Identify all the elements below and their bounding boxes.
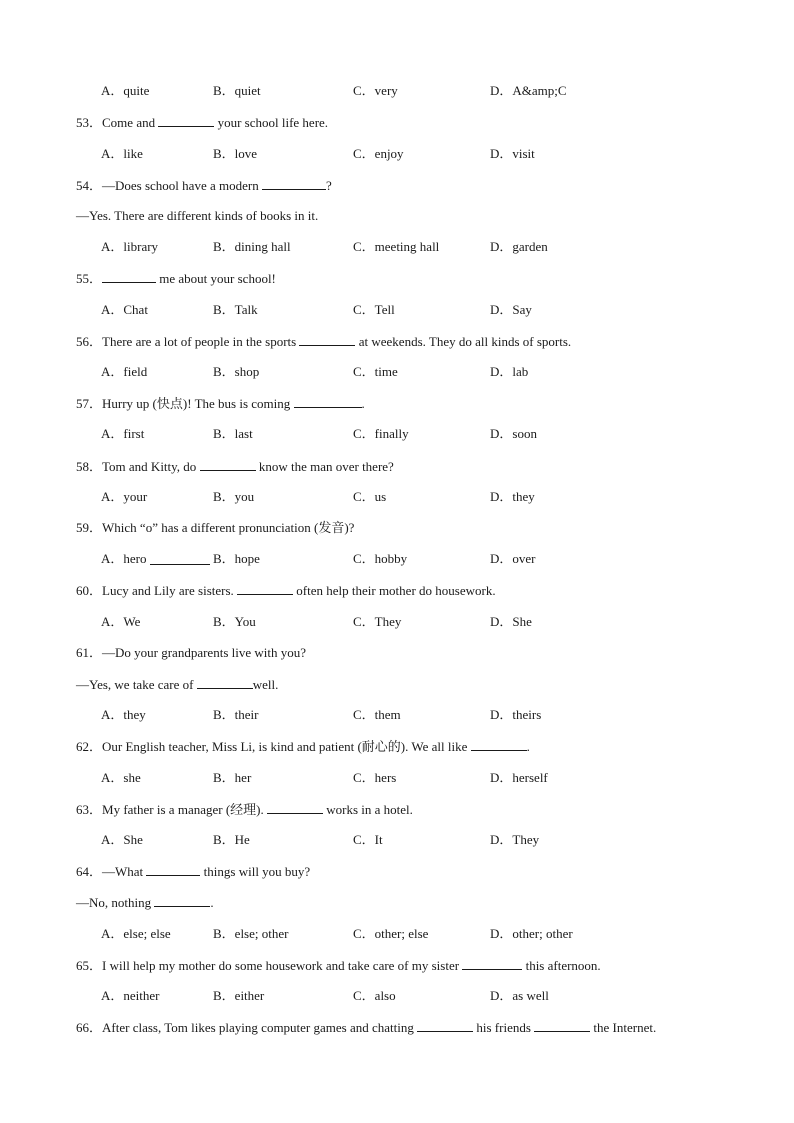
question-number: 58． [76,459,103,474]
q57-option-c[interactable]: C．finally [353,426,409,441]
q52-option-d[interactable]: D．A&amp;C [490,83,567,98]
question-number: 54． [76,178,103,193]
answer-blank [462,957,522,970]
q64-response: —No, nothing . [76,895,214,910]
question-number: 55． [76,271,103,286]
q60-option-b[interactable]: B．You [213,614,256,629]
q59-option-a[interactable]: A．hero [101,551,147,566]
question-number: 56． [76,334,103,349]
question-number: 59． [76,520,103,535]
q62-option-a[interactable]: A．she [101,770,141,785]
q54-option-b[interactable]: B．dining hall [213,239,291,254]
question-number: 64． [76,864,103,879]
q52-option-a[interactable]: A．quite [101,83,150,98]
answer-blank [417,1019,473,1032]
answer-blank [197,676,253,689]
q63-option-c[interactable]: C．It [353,832,383,847]
q59-option-c[interactable]: C．hobby [353,551,408,566]
q61-option-d[interactable]: D．theirs [490,707,542,722]
q64-option-c[interactable]: C．other; else [353,926,429,941]
q54-response: —Yes. There are different kinds of books in it. [76,208,319,223]
answer-blank [146,863,200,876]
q62-option-c[interactable]: C．hers [353,770,397,785]
q58-stem: 58．Tom and Kitty, do know the man over there? [76,459,394,474]
q62-option-d[interactable]: D．herself [490,770,548,785]
answer-blank [534,1019,590,1032]
q54-option-c[interactable]: C．meeting hall [353,239,440,254]
q56-option-b[interactable]: B．shop [213,364,260,379]
q61-stem: 61．—Do your grandparents live with you? [76,645,306,660]
q58-option-b[interactable]: B．you [213,489,255,504]
q55-option-d[interactable]: D．Say [490,302,532,317]
q56-option-c[interactable]: C．time [353,364,398,379]
q61-option-a[interactable]: A．they [101,707,146,722]
q55-option-c[interactable]: C．Tell [353,302,395,317]
q62-stem: 62．Our English teacher, Miss Li, is kind and patient (耐心的). We all like . [76,739,530,754]
q65-stem: 65．I will help my mother do some housework and take care of my sister this afternoon. [76,958,601,973]
q58-option-d[interactable]: D．they [490,489,535,504]
q57-option-a[interactable]: A．first [101,426,145,441]
q56-option-d[interactable]: D．lab [490,364,529,379]
question-number: 57． [76,396,103,411]
question-number: 65． [76,958,103,973]
q59-option-b[interactable]: B．hope [213,551,260,566]
q58-option-c[interactable]: C．us [353,489,387,504]
question-number: 53． [76,115,103,130]
q52-option-c[interactable]: C．very [353,83,398,98]
answer-blank [471,738,527,751]
q52-option-b[interactable]: B．quiet [213,83,261,98]
q64-option-b[interactable]: B．else; other [213,926,289,941]
q53-option-a[interactable]: A．like [101,146,143,161]
answer-blank [200,458,256,471]
q55-option-b[interactable]: B．Talk [213,302,258,317]
answer-blank [262,177,326,190]
q65-option-a[interactable]: A．neither [101,988,160,1003]
q64-option-a[interactable]: A．else; else [101,926,171,941]
question-number: 63． [76,802,103,817]
q63-stem: 63．My father is a manager (经理). works in a hotel. [76,802,413,817]
q55-stem: 55． me about your school! [76,271,276,286]
q66-stem: 66．After class, Tom likes playing computer games and chatting his friends the Internet. [76,1020,657,1035]
q65-option-d[interactable]: D．as well [490,988,549,1003]
q54-option-a[interactable]: A．library [101,239,159,254]
answer-blank [237,582,293,595]
q53-stem: 53．Come and your school life here. [76,115,329,130]
answer-blank [154,894,210,907]
q63-option-b[interactable]: B．He [213,832,250,847]
question-number: 61． [76,645,103,660]
q61-option-b[interactable]: B．their [213,707,259,722]
q59-stem: 59．Which “o” has a different pronunciation (发音)? [76,520,355,535]
answer-blank [267,801,323,814]
q57-stem: 57．Hurry up (快点)! The bus is coming . [76,396,365,411]
q65-option-b[interactable]: B．either [213,988,265,1003]
q64-stem: 64．—What things will you buy? [76,864,311,879]
q53-option-c[interactable]: C．enjoy [353,146,404,161]
q65-option-c[interactable]: C．also [353,988,396,1003]
q55-option-a[interactable]: A．Chat [101,302,148,317]
q56-option-a[interactable]: A．field [101,364,148,379]
q60-option-c[interactable]: C．They [353,614,402,629]
q54-option-d[interactable]: D．garden [490,239,548,254]
option-underline [150,552,210,565]
q63-option-d[interactable]: D．They [490,832,540,847]
q61-option-c[interactable]: C．them [353,707,401,722]
q60-option-d[interactable]: D．She [490,614,532,629]
answer-blank [102,270,156,283]
q53-option-d[interactable]: D．visit [490,146,535,161]
q62-option-b[interactable]: B．her [213,770,252,785]
q61-response: —Yes, we take care of well. [76,677,279,692]
q57-option-b[interactable]: B．last [213,426,253,441]
q59-option-d[interactable]: D．over [490,551,536,566]
answer-blank [158,114,214,127]
question-number: 66． [76,1020,103,1035]
q60-stem: 60．Lucy and Lily are sisters. often help their mother do housework. [76,583,496,598]
q60-option-a[interactable]: A．We [101,614,141,629]
q54-stem: 54．—Does school have a modern ? [76,178,332,193]
q63-option-a[interactable]: A．She [101,832,143,847]
q53-option-b[interactable]: B．love [213,146,258,161]
q57-option-d[interactable]: D．soon [490,426,537,441]
q64-option-d[interactable]: D．other; other [490,926,573,941]
question-number: 62． [76,739,103,754]
q56-stem: 56．There are a lot of people in the sports at weekends. They do all kinds of sports. [76,334,572,349]
answer-blank [294,395,362,408]
q58-option-a[interactable]: A．your [101,489,148,504]
question-number: 60． [76,583,103,598]
answer-blank [299,333,355,346]
